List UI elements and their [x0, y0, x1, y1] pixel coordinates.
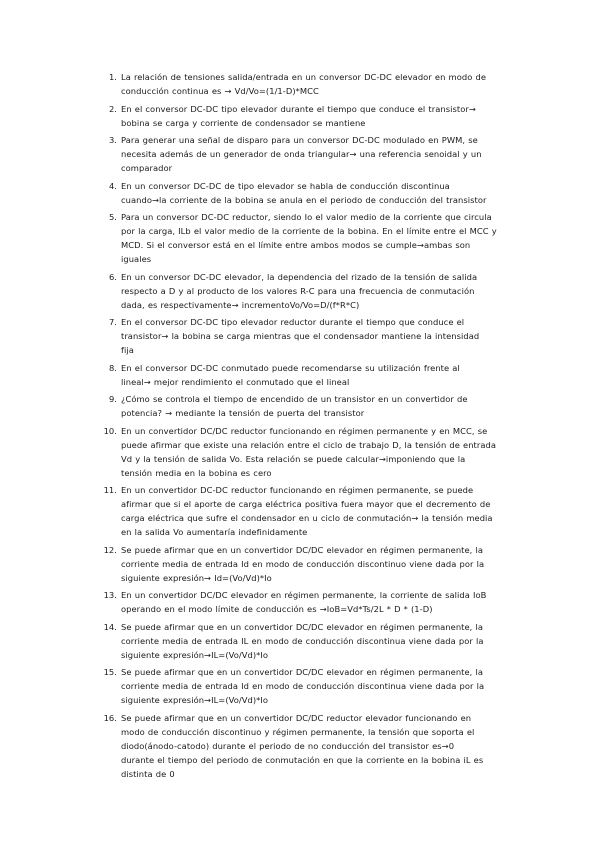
question-text: En el conversor DC-DC conmutado puede recomendarse su utilización frente al lineal→ mejor rendimiento el conmutado que el lineal: [121, 362, 460, 387]
question-item: [100, 424, 516, 480]
question-number: 4.: [108, 180, 117, 191]
question-text: Se puede afirmar que en un convertidor DC/DC elevador en régimen permanente, la corriente media de entrada Id en modo de conducción discontinua viene dada por la siguiente expresión→IL=(Vo/Vd)*Io: [121, 667, 485, 705]
question-number: 11.: [103, 485, 117, 495]
question-item: [100, 483, 516, 539]
question-number: 5.: [108, 212, 117, 222]
question-item: [100, 210, 516, 266]
question-item: [100, 392, 516, 420]
question-text: En un convertidor DC/DC elevador en régimen permanente, la corriente de salida IoB operando en el modo límite de conducción es →IoB=Vd*Ts/2L * D * (1-D): [121, 590, 487, 614]
question-item: [100, 665, 516, 707]
question-item: [100, 179, 516, 207]
question-text: En un conversor DC-DC elevador, la dependencia del rizado de la tensión de salida respecto a D y al producto de los valores R-C para una frecuencia de conmutación dada, es respectivamente→ incrementoVo/Vo=D/(f*R*C): [121, 271, 478, 310]
question-item: [100, 133, 516, 175]
question-item: [100, 711, 516, 781]
question-number: 9.: [108, 394, 117, 404]
question-text: En el conversor DC-DC tipo elevador durante el tiempo que conduce el transistor→ bobina se carga y corriente de condensador se mantiene: [121, 103, 476, 128]
question-item: [100, 543, 516, 585]
question-number: 1.: [108, 72, 117, 82]
question-item: [100, 270, 516, 312]
question-text: En un convertidor DC-DC reductor funcionando en régimen permanente, se puede afirmar que si el aporte de carga eléctrica positiva fuera mayor que el decremento de carga eléctrica que sufre el condensador en u ciclo de conmutación→ la tensión media en la salida Vo aumentaría indefinidamente: [121, 485, 493, 537]
question-item: [100, 588, 516, 616]
question-text: Se puede afirmar que en un convertidor DC/DC elevador en régimen permanente, la corriente media de entrada IL en modo de conducción discontinua viene dada por la siguiente expresión→IL=(Vo/Vd)*Io: [121, 621, 484, 660]
question-item: [100, 70, 516, 98]
question-number: 16.: [103, 712, 117, 723]
question-number: 3.: [108, 135, 117, 145]
question-text: En el conversor DC-DC tipo elevador reductor durante el tiempo que conduce el transistor→ la bobina se carga mientras que el condensador mantiene la intensidad fija: [121, 317, 480, 355]
question-text: Para un conversor DC-DC reductor, siendo Io el valor medio de la corriente que circula por la carga, ILb el valor medio de la corriente de la bobina. En el límite entre el MCC y MCD. Si el conversor está en el límite entre ambos modos se cumple→ambas son iguales: [121, 212, 497, 264]
question-list: [100, 70, 516, 784]
question-text: En un conversor DC-DC de tipo elevador se habla de conducción discontinua cuando→la corriente de la bobina se anula en el periodo de conducción del transistor: [121, 180, 487, 205]
question-text: Se puede afirmar que en un convertidor DC/DC reductor elevador funcionando en modo de conducción discontinuo y régimen permanente, la tensión que soporta el diodo(ánodo-catodo) durante el periodo de no conducción del transistor es→0 durante el tiempo del periodo de conmutación en que la corriente en la bobina iL es distinta de 0: [121, 712, 484, 779]
question-number: 8.: [108, 362, 117, 373]
question-number: 13.: [103, 590, 117, 600]
question-text: Se puede afirmar que en un convertidor DC/DC elevador en régimen permanente, la corriente media de entrada Id en modo de conducción discontinuo viene dada por la siguiente expresión→ Id=(Vo/Vd)*Io: [121, 544, 485, 583]
question-number: 7.: [108, 317, 117, 327]
question-number: 14.: [103, 621, 117, 632]
question-number: 6.: [108, 271, 117, 282]
question-number: 15.: [103, 667, 117, 677]
question-item: [100, 102, 516, 130]
question-number: 12.: [103, 544, 117, 555]
question-text: Para generar una señal de disparo para un conversor DC-DC modulado en PWM, se necesita además de un generador de onda triangular→ una referencia senoidal y un comparador: [121, 135, 482, 173]
question-text: En un convertidor DC/DC reductor funcionando en régimen permanente y en MCC, se puede afirmar que existe una relación entre el ciclo de trabajo D, la tensión de entrada Vd y la tensión de salida Vo. Esta relación se puede calcular→imponiendo que la tensión media en la bobina es cero: [121, 425, 497, 478]
question-number: 2.: [108, 103, 117, 114]
question-item: [100, 361, 516, 389]
question-number: 10.: [103, 425, 117, 436]
question-item: [100, 315, 516, 357]
question-text: La relación de tensiones salida/entrada en un conversor DC-DC elevador en modo de conducción continua es → Vd/Vo=(1/1-D)*MCC: [121, 72, 486, 96]
question-text: ¿Cómo se controla el tiempo de encendido de un transistor en un convertidor de potencia? → mediante la tensión de puerta del transistor: [121, 394, 468, 418]
question-item: [100, 620, 516, 662]
